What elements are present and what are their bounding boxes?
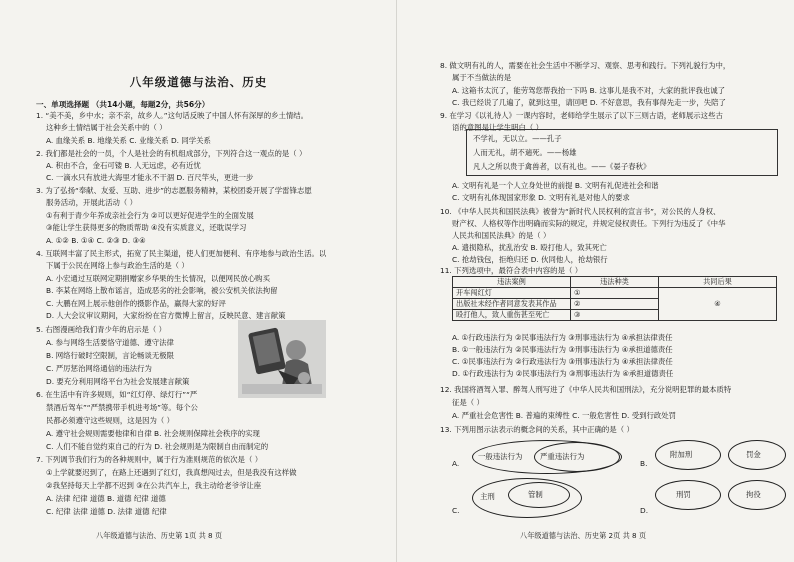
right-line: 10. 《中华人民共和国民法典》被誉为“新时代人民权利的宣言书”，对公民的人身权、 [440,207,721,216]
table-merged-cell: ④ [659,288,777,321]
left-line: A. 参与网络生活要恪守道德、遵守法律 [46,338,174,347]
quote-line: 人而无礼，胡不遄死。——杨雄 [473,148,577,157]
left-line: 2. 我们都是社会的一员，个人是社会的有机组成部分，下列符合这一观点的是（ ） [36,149,307,158]
diagram-a-letter: A. [452,459,460,468]
right-line: 财产权、人格权等作出明确而实际的规定，并规定侵权责任。下列行为违反了《中华 [452,219,726,228]
diagram-d-letter: D. [640,506,649,515]
table-cell: ③ [571,310,659,321]
right-line: A. 这箱书太沉了，能劳驾您帮我抬一下吗 B. 这事儿是我不对，大家的批评我也诚了 [452,86,726,95]
left-line: B. 网络行破时空限制，言论畅谈无极限 [46,351,175,360]
left-line: C. 大鹏在网上展示他创作的摄影作品，赢得大家的好评 [46,299,226,308]
right-line: 人民共和国民法典》的是（ ） [452,231,551,240]
section-heading: 一、单项选择题 （共14小题，每题2分，共56分） [36,100,210,109]
left-line: ③能让学生获得更多的物质帮助 ④没有实质意义，还耽误学习 [46,223,247,232]
table-header: 违法案例 [453,277,571,288]
right-line: A. ①行政违法行为 ②民事违法行为 ③刑事违法行为 ④承担法律责任 [452,333,673,342]
cartoon-image [238,320,326,398]
diagram-a-inner-label: 严重违法行为 [540,452,585,461]
left-line: B. 李某在网络上散布谣言，造成恶劣的社会影响，被公安机关依法拘留 [46,286,278,295]
right-line: 征是（ ） [452,398,484,407]
diagram-d-right-label: 拘役 [746,490,761,499]
diagram-c-outer-label: 主刑 [480,492,495,501]
table-cell: ② [571,299,659,310]
left-line: 1. “美不美，乡中水；亲不亲，故乡人。”这句话反映了中国人怀有深厚的乡土情结。 [36,111,309,120]
left-line: D. 要充分利用网络平台为社会发展建言献策 [46,377,190,386]
diagram-b-letter: B. [640,459,648,468]
left-line: 下属于公民在网络上参与政治生活的是（ ） [46,261,189,270]
right-line: 12. 我国将酒驾入罪、醉驾人刑写进了《中华人民共和国刑法》，充分说明犯罪的最本质特 [440,385,732,394]
table-cell: 开车闯红灯 [453,288,571,299]
diagram-a-outer-label: 一般违法行为 [478,452,523,461]
right-line: A. 遗损隐私，扰乱治安 B. 殴打他人，致其死亡 [452,243,607,252]
right-line: C. 我已经说了几遍了，就到这里，请回吧 D. 不好意思，我有事得先走一步，失陪了 [452,98,726,107]
left-line: 6. 在生活中有许多规则，如“红灯停、绿灯行”“严 [36,390,198,399]
left-line: A. 遵守社会规则需要他律和自律 B. 社会规则保障社会秩序的实现 [46,429,260,438]
right-line: A. 严重社会危害性 B. 普遍的束缚性 C. 一般危害性 D. 受到行政处罚 [452,411,677,420]
right-line: B. ①一般违法行为 ②民事违法行为 ③刑事违法行为 ④承担道德责任 [452,345,673,354]
exam-title: 八年级道德与法治、历史 [129,75,268,89]
right-line: 语的意图是让学生明白（ ） [452,123,544,132]
table-header: 违法种类 [571,277,659,288]
left-line: C. 人们不能自觉约束自己的行为 D. 社会规则是为限制自由而制定的 [46,442,269,451]
table-cell: 出版社未经作者同意发表其作品 [453,299,571,310]
right-line: 9. 在学习《以礼待人》一课内容时，老师给学生展示了以下三则古语，老师展示这些古 [440,111,723,120]
left-line: 5. 右图漫画给我们青少年的启示是（ ） [36,325,167,334]
footer-left: 八年级道德与法治、历史第 1页 共 8 页 [96,531,223,540]
diagram-b-right-label: 罚金 [746,450,761,459]
left-line: A. 法律 纪律 道德 B. 道德 纪律 道德 [46,494,166,503]
table-row [453,288,777,299]
quote-box [466,129,778,176]
left-line: A. 血缘关系 B. 地缘关系 C. 业缘关系 D. 同学关系 [46,136,211,145]
table-cell: ① [571,288,659,299]
left-line: 3. 为了弘扬“奉献、友爱、互助、进步”的志愿服务精神，某校团委开展了学雷锋志愿 [36,186,312,195]
left-line: D. 人大会议审议期间，大家纷纷在官方微博上留言，反映民意、建言献策 [46,311,286,320]
left-line: A. 小宏通过互联网定期捐赠家乡华果的生长情况，以便网民放心购买 [46,274,270,283]
left-line: 4. 互联网丰富了民主形式，拓宽了民主渠道，使人们更加便利、有序地参与政治生活。以 [36,249,327,258]
left-line: C. 纪律 法律 道德 D. 法律 道德 纪律 [46,507,167,516]
left-line: A. 积由不合，金石可镂 B. 人无远虑，必有近忧 [46,161,201,170]
diagram-c-inner-label: 管制 [528,490,543,499]
right-line: C. 文明有礼体现国家形象 D. 文明有礼是对他人的要求 [452,193,630,202]
quote-line: 凡人之所以贵于禽兽者，以有礼也。——《晏子春秋》 [473,162,651,171]
left-line: 这种乡土情结属于社会关系中的（ ） [46,123,167,132]
left-line: A. ①② B. ①④ C. ②③ D. ③④ [46,236,146,245]
diagram-d-left-label: 刑罚 [676,490,691,499]
left-line: ①上学就要迟到了，在路上还遇到了红灯，我真想闯过去，但是我没有这样做 [46,468,297,477]
table-row [453,277,777,288]
right-line: A. 文明有礼是一个人立身处世的前提 B. 文明有礼促进社会和谐 [452,181,659,190]
left-line: ①有利于青少年养成亲社会行为 ②可以更好促进学生的全面发展 [46,211,254,220]
left-line: C. 严厉惩治网络通信的违法行为 [46,364,152,373]
right-line: C. 抢劫钱包，拒绝归还 D. 伙同他人，抢劫银行 [452,255,608,264]
right-line: D. ①行政违法行为 ②民事违法行为 ③刑事违法行为 ④承担道德责任 [452,369,674,378]
diagram-b-left-label: 附加刑 [670,450,693,459]
footer-right: 八年级道德与法治、历史第 2页 共 8 页 [520,531,647,540]
left-line: 民都必须遵守这些规则，这是因为（ ） [46,416,174,425]
quote-line: 不学礼，无以立。——孔子 [473,134,562,143]
left-line: ②我坚持每天上学都不迟到 ③在公共汽车上，我主动给老爷爷让座 [46,481,262,490]
left-line: 7. 下列调节我们行为的各种规则中，属于行为准则规范的依次是（ ） [36,455,263,464]
table-header: 共同后果 [659,277,777,288]
left-line: 服务活动，开展此活动（ ） [46,198,138,207]
right-line: 属于不当做法的是 [452,73,512,82]
right-line: C. ①民事违法行为 ②行政违法行为 ③刑事违法行为 ④承担法律责任 [452,357,673,366]
left-line: 禁酒后驾车”“严禁携带手机进考场”等。每个公 [46,403,198,412]
table-cell: 殴打他人，致人重伤甚至死亡 [453,310,571,321]
right-line: 13. 下列用图示法表示的概念间的关系，其中正确的是（ ） [440,425,634,434]
diagram-c-letter: C. [452,506,460,515]
right-line: 11. 下列选项中，最符合表中内容的是（ ） [440,266,583,275]
left-line: C. 一滴水只有放进大海里才能永不干涸 D. 百尺竿头，更进一步 [46,173,254,182]
right-line: 8. 做文明有礼的人，需要在社会生活中不断学习、观察、思考和践行。下列礼貌行为中， [440,61,731,70]
law-table [452,276,777,321]
